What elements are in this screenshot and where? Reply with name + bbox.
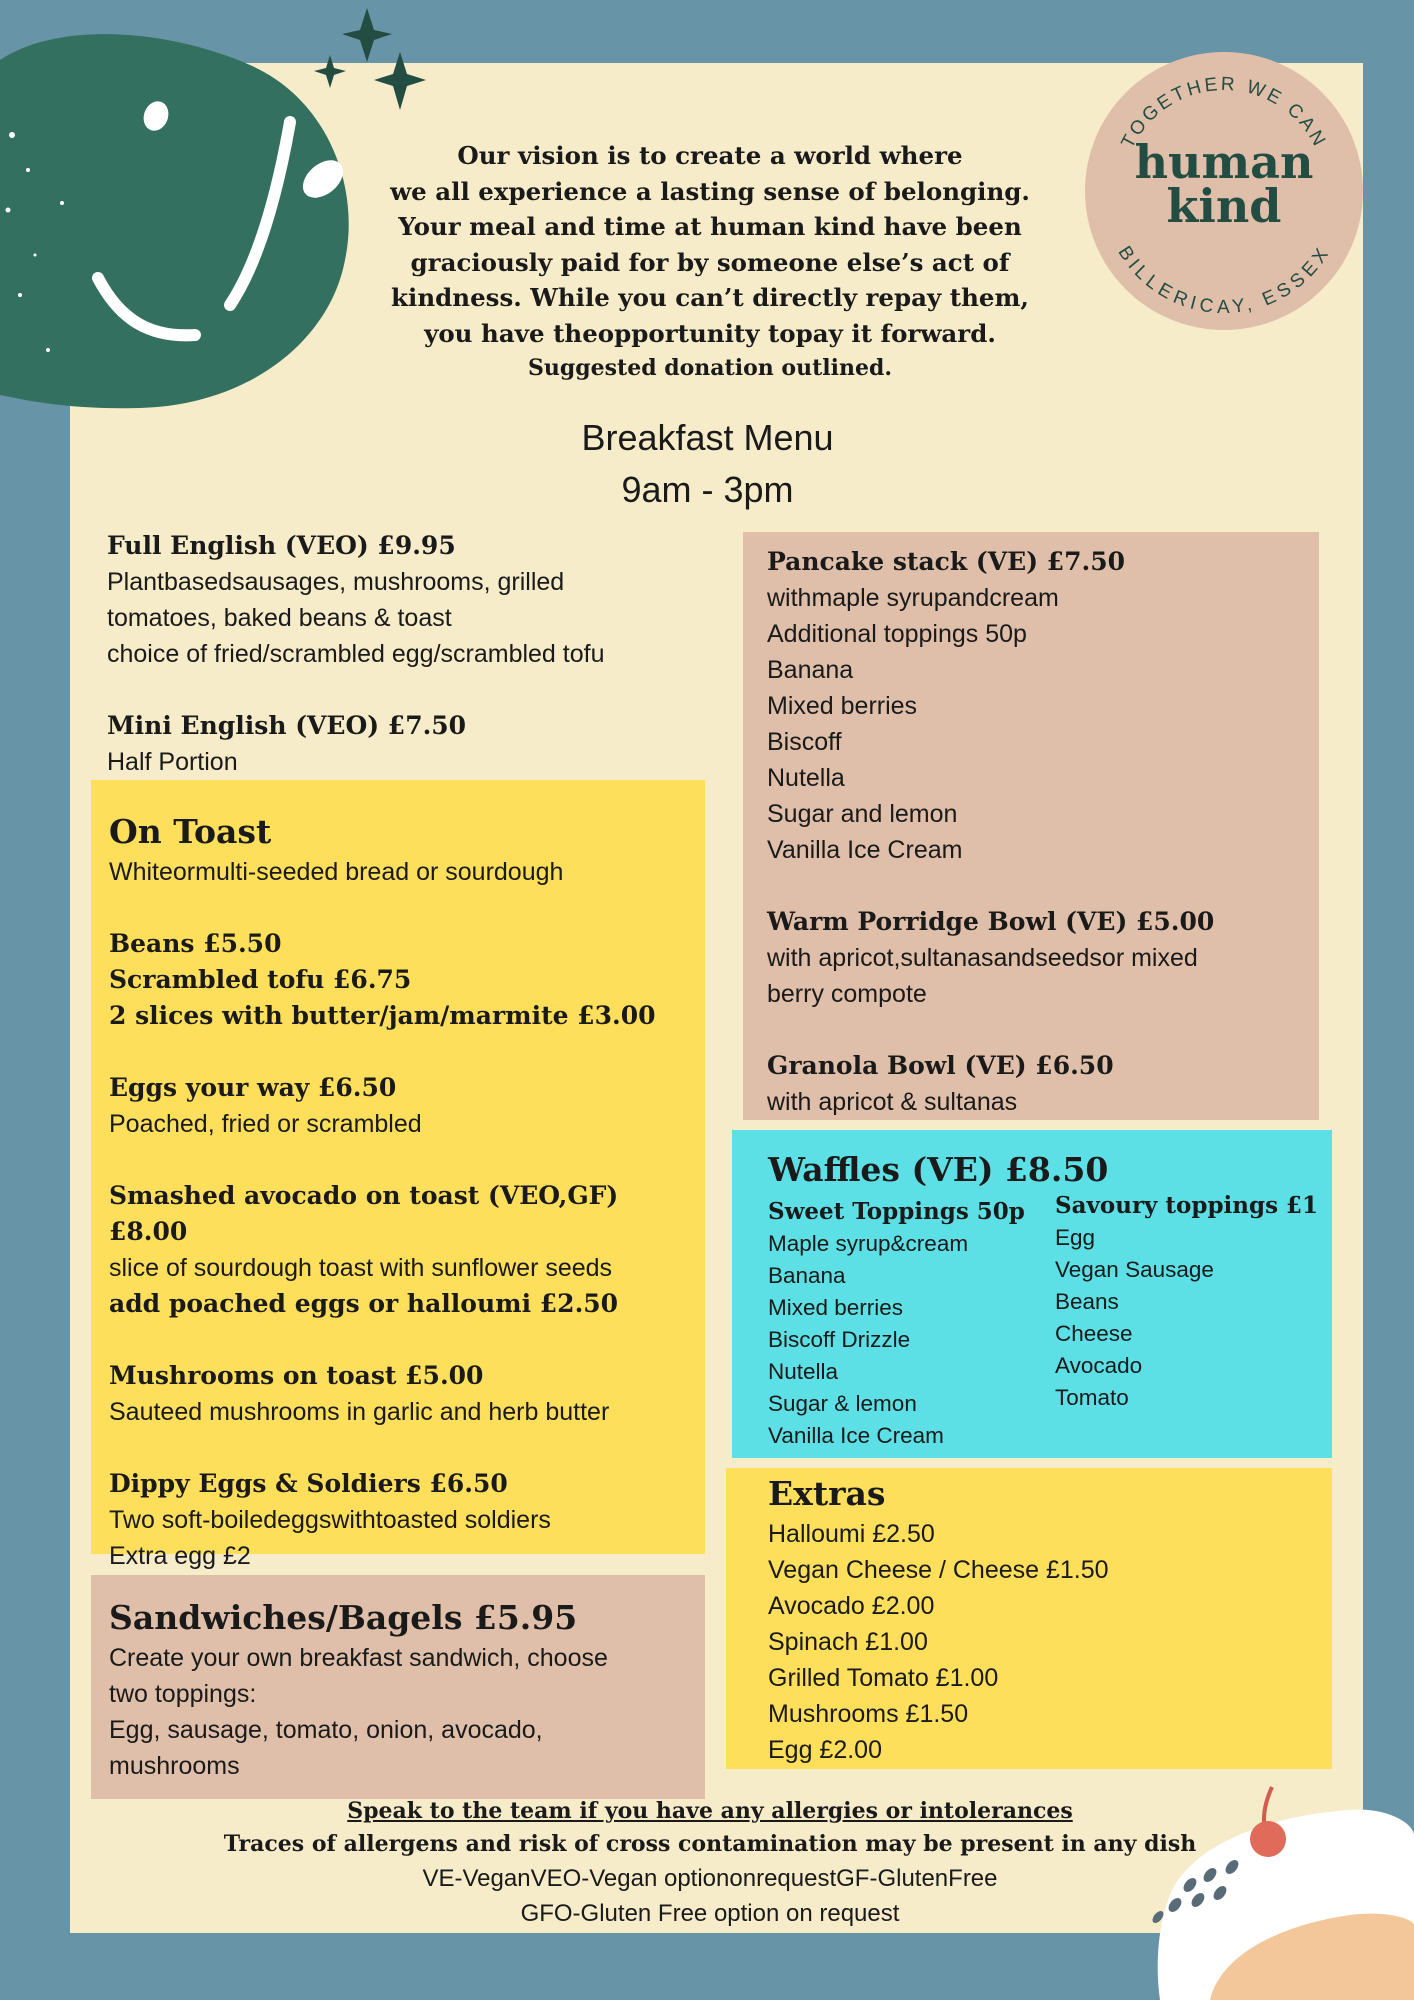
full-english-desc: choice of fried/scrambled egg/scrambled tofu — [107, 640, 605, 668]
sweet-topping: Nutella — [768, 1359, 839, 1384]
smashed-avocado-addon: add poached eggs or halloumi £2.50 — [109, 1289, 619, 1318]
on-toast-subtitle: Whiteormulti-seeded bread or sourdough — [109, 858, 564, 886]
extras-panel — [726, 1468, 1332, 1769]
badge-arc-bottom: BILLERICAY, ESSEX — [1113, 242, 1335, 318]
sandwiches-panel — [91, 1575, 705, 1799]
speckle — [26, 168, 30, 172]
smashed-avocado-desc: slice of sourdough toast with sunflower seeds — [109, 1254, 613, 1282]
menu-hours: 9am - 3pm — [621, 469, 794, 510]
pancake-stack-desc: withmaple syrupandcream — [767, 584, 1059, 612]
allergen-footer — [210, 1795, 1210, 1931]
savoury-topping: Vegan Sausage — [1055, 1257, 1214, 1282]
speckle — [34, 254, 37, 257]
savoury-topping: Egg — [1055, 1225, 1096, 1250]
savoury-toppings-column — [1055, 1190, 1325, 1414]
pancake-topping: Nutella — [767, 764, 845, 792]
sweet-topping: Mixed berries — [768, 1295, 904, 1320]
sparkle-star — [342, 8, 392, 62]
mini-english-desc: Half Portion — [107, 748, 238, 776]
porridge-desc: berry compote — [767, 980, 927, 1008]
sandwiches-desc: two toppings: — [109, 1680, 257, 1708]
speckle — [18, 293, 22, 297]
full-english-desc: Plantbasedsausages, mushrooms, grilled — [107, 568, 565, 596]
vision-line: graciously paid for by someone else’s act of — [410, 247, 1010, 277]
vision-line: kindness. While you can’t directly repay them, — [391, 283, 1029, 312]
granola-title: Granola Bowl (VE) £6.50 — [767, 1051, 1114, 1080]
badge-arc-top: TOGETHER WE CAN — [1117, 73, 1331, 152]
dippy-eggs-title: Dippy Eggs & Soldiers £6.50 — [109, 1469, 508, 1498]
eggs-your-way-title: Eggs your way £6.50 — [109, 1073, 397, 1102]
sparkle-star — [314, 55, 346, 88]
extras-item: Halloumi £2.50 — [768, 1520, 935, 1548]
vision-line: we all experience a lasting sense of belonging. — [390, 176, 1030, 206]
on-toast-panel — [91, 780, 705, 1570]
mushrooms-desc: Sauteed mushrooms in garlic and herb butter — [109, 1398, 610, 1426]
vision-line: Our vision is to create a world where — [457, 141, 963, 170]
pancake-topping: Biscoff — [767, 728, 842, 756]
vision-line: you have theopportunity topay it forward. — [424, 318, 996, 348]
pancake-topping: Banana — [767, 656, 854, 684]
waffles-panel — [732, 1130, 1332, 1458]
sandwiches-desc: Egg, sausage, tomato, onion, avocado, — [109, 1716, 543, 1744]
beans-item: Beans £5.50 — [109, 929, 282, 958]
sweet-topping: Biscoff Drizzle — [768, 1327, 911, 1352]
pancake-topping: Vanilla Ice Cream — [767, 836, 963, 864]
dippy-eggs-desc: Two soft-boiledeggswithtoasted soldiers — [109, 1506, 551, 1534]
pancake-topping: Mixed berries — [767, 692, 918, 720]
porridge-title: Warm Porridge Bowl (VE) £5.00 — [767, 907, 1215, 936]
granola-desc: with apricot & sultanas — [767, 1088, 1018, 1116]
cake-illustration — [1150, 1775, 1414, 2000]
english-breakfast-section — [107, 528, 707, 780]
savoury-topping: Tomato — [1055, 1385, 1129, 1410]
speckle — [9, 132, 15, 138]
human-kind-badge — [1085, 52, 1363, 330]
sweet-toppings-column — [768, 1196, 1048, 1452]
pancake-stack-title: Pancake stack (VE) £7.50 — [767, 547, 1126, 576]
full-english-desc: tomatoes, baked beans & toast — [107, 604, 452, 632]
sandwiches-desc: mushrooms — [109, 1752, 240, 1780]
mushrooms-title: Mushrooms on toast £5.00 — [109, 1361, 484, 1390]
sweet-topping: Vanilla Ice Cream — [768, 1423, 944, 1448]
savoury-topping: Beans — [1055, 1289, 1119, 1314]
dietary-key: VE-VeganVEO-Vegan optiononrequestGF-GlutenFree — [422, 1865, 998, 1892]
waffles-title: Waffles (VE) £8.50 — [768, 1150, 1109, 1189]
vision-line: Your meal and time at human kind have been — [398, 212, 1022, 241]
smiley-blob-shape — [0, 34, 349, 408]
smashed-avocado-title: Smashed avocado on toast (VEO,GF) £8.00 — [109, 1181, 619, 1246]
eggs-your-way-desc: Poached, fried or scrambled — [109, 1110, 422, 1138]
suggested-donation: Suggested donation outlined. — [528, 355, 892, 381]
mini-english-title: Mini English (VEO) £7.50 — [107, 711, 467, 740]
speckle — [6, 208, 11, 213]
sweet-topping: Banana — [768, 1263, 846, 1288]
full-english-title: Full English (VEO) £9.95 — [107, 531, 456, 560]
sweet-topping: Maple syrup&cream — [768, 1231, 969, 1256]
extras-item: Grilled Tomato £1.00 — [768, 1664, 999, 1692]
sweet-toppings-title: Sweet Toppings 50p — [768, 1198, 1025, 1225]
scrambled-tofu-item: Scrambled tofu £6.75 — [109, 965, 412, 994]
porridge-desc: with apricot,sultanasandseedsor mixed — [767, 944, 1198, 972]
savoury-topping: Cheese — [1055, 1321, 1133, 1346]
savoury-topping: Avocado — [1055, 1353, 1143, 1378]
cherry-icon — [1250, 1821, 1286, 1857]
sandwiches-title: Sandwiches/Bagels £5.95 — [109, 1598, 578, 1637]
dietary-key: GFO-Gluten Free option on request — [520, 1900, 900, 1927]
extras-title: Extras — [768, 1474, 886, 1513]
pancakes-panel — [743, 532, 1319, 1120]
extras-item: Egg £2.00 — [768, 1736, 882, 1764]
extras-item: Avocado £2.00 — [768, 1592, 935, 1620]
sweet-topping: Sugar & lemon — [768, 1391, 917, 1416]
extras-item: Vegan Cheese / Cheese £1.50 — [768, 1556, 1109, 1584]
savoury-toppings-title: Savoury toppings £1 — [1055, 1192, 1319, 1219]
badge-word-kind: kind — [1166, 179, 1282, 233]
menu-heading — [470, 412, 945, 516]
badge-word-human: human — [1134, 135, 1314, 189]
menu-title: Breakfast Menu — [581, 417, 834, 458]
speckle — [46, 348, 50, 352]
sandwiches-desc: Create your own breakfast sandwich, choose — [109, 1644, 608, 1672]
extras-item: Spinach £1.00 — [768, 1628, 928, 1656]
allergy-notice: Speak to the team if you have any allergies or intolerances — [347, 1798, 1073, 1824]
speckle — [60, 201, 64, 205]
traces-notice: Traces of allergens and risk of cross contamination may be present in any dish — [223, 1831, 1197, 1857]
pancake-toppings-label: Additional toppings 50p — [767, 620, 1027, 648]
extras-item: Mushrooms £1.50 — [768, 1700, 969, 1728]
slices-item: 2 slices with butter/jam/marmite £3.00 — [109, 1001, 656, 1030]
dippy-eggs-extra: Extra egg £2 — [109, 1542, 251, 1570]
on-toast-title: On Toast — [109, 812, 272, 851]
vision-statement — [370, 138, 1050, 387]
sparkle-star — [374, 52, 426, 110]
pancake-topping: Sugar and lemon — [767, 800, 958, 828]
